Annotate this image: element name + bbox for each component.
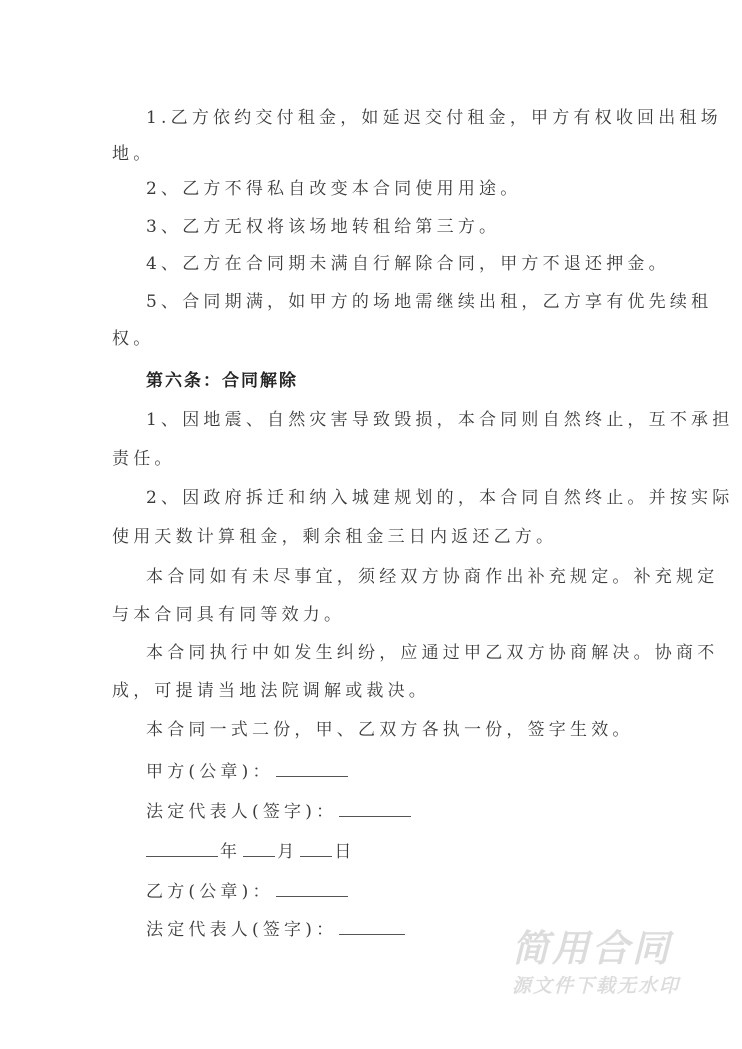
clause-line: 5、合同期满，如甲方的场地需继续出租，乙方享有优先续租 [146, 292, 713, 312]
date-row [146, 840, 356, 863]
party-a-rep-blank[interactable] [339, 800, 411, 817]
clause-line: 1、因地震、自然灾害导致毁损，本合同则自然终止，互不承担 [146, 410, 734, 430]
year-blank[interactable] [146, 840, 218, 857]
clause-line: 本合同执行中如发生纠纷，应通过甲乙双方协商解决。协商不 [146, 643, 719, 663]
party-a-rep-row [146, 800, 413, 823]
party-b-seal-blank[interactable] [276, 880, 348, 897]
watermark-tagline: 源文件下载无水印 [512, 975, 681, 997]
party-b-label: 乙方(公章)： [146, 882, 274, 902]
party-b-seal-row [146, 880, 350, 903]
clause-line: 权。 [112, 329, 155, 349]
clause-line: 本合同如有未尽事宜，须经双方协商作出补充规定。补充规定 [146, 567, 719, 587]
clause-line: 本合同一式二份，甲、乙双方各执一份，签字生效。 [146, 720, 634, 740]
party-a-rep-label: 法定代表人(签字)： [146, 802, 338, 822]
clause-line: 使用天数计算租金，剩余租金三日内返还乙方。 [112, 527, 558, 547]
clause-line: 地。 [112, 144, 155, 164]
party-a-label: 甲方(公章)： [146, 762, 274, 782]
clause-line: 与本合同具有同等效力。 [112, 605, 346, 625]
clause-line: 3、乙方无权将该场地转租给第三方。 [146, 217, 501, 237]
clause-line: 4、乙方在合同期未满自行解除合同，甲方不退还押金。 [146, 254, 670, 274]
party-a-seal-blank[interactable] [276, 760, 348, 777]
section-heading: 第六条：合同解除 [146, 371, 298, 391]
party-b-rep-blank[interactable] [339, 918, 405, 935]
clause-line: 1.乙方依约交付租金，如延迟交付租金，甲方有权收回出租场 [146, 108, 722, 128]
party-a-seal-row [146, 760, 350, 783]
month-blank[interactable] [243, 840, 275, 857]
party-b-rep-row [146, 918, 407, 941]
watermark-brand: 简用合同 [512, 927, 672, 970]
year-label: 年 [220, 842, 242, 862]
clause-line: 成，可提请当地法院调解或裁决。 [112, 681, 430, 701]
month-label: 月 [277, 842, 299, 862]
day-label: 日 [334, 842, 356, 862]
clause-line: 2、乙方不得私自改变本合同使用用途。 [146, 179, 522, 199]
party-b-rep-label: 法定代表人(签字)： [146, 920, 338, 940]
day-blank[interactable] [300, 840, 332, 857]
clause-line: 2、因政府拆迁和纳入城建规划的，本合同自然终止。并按实际 [146, 488, 734, 508]
clause-line: 责任。 [112, 449, 176, 469]
